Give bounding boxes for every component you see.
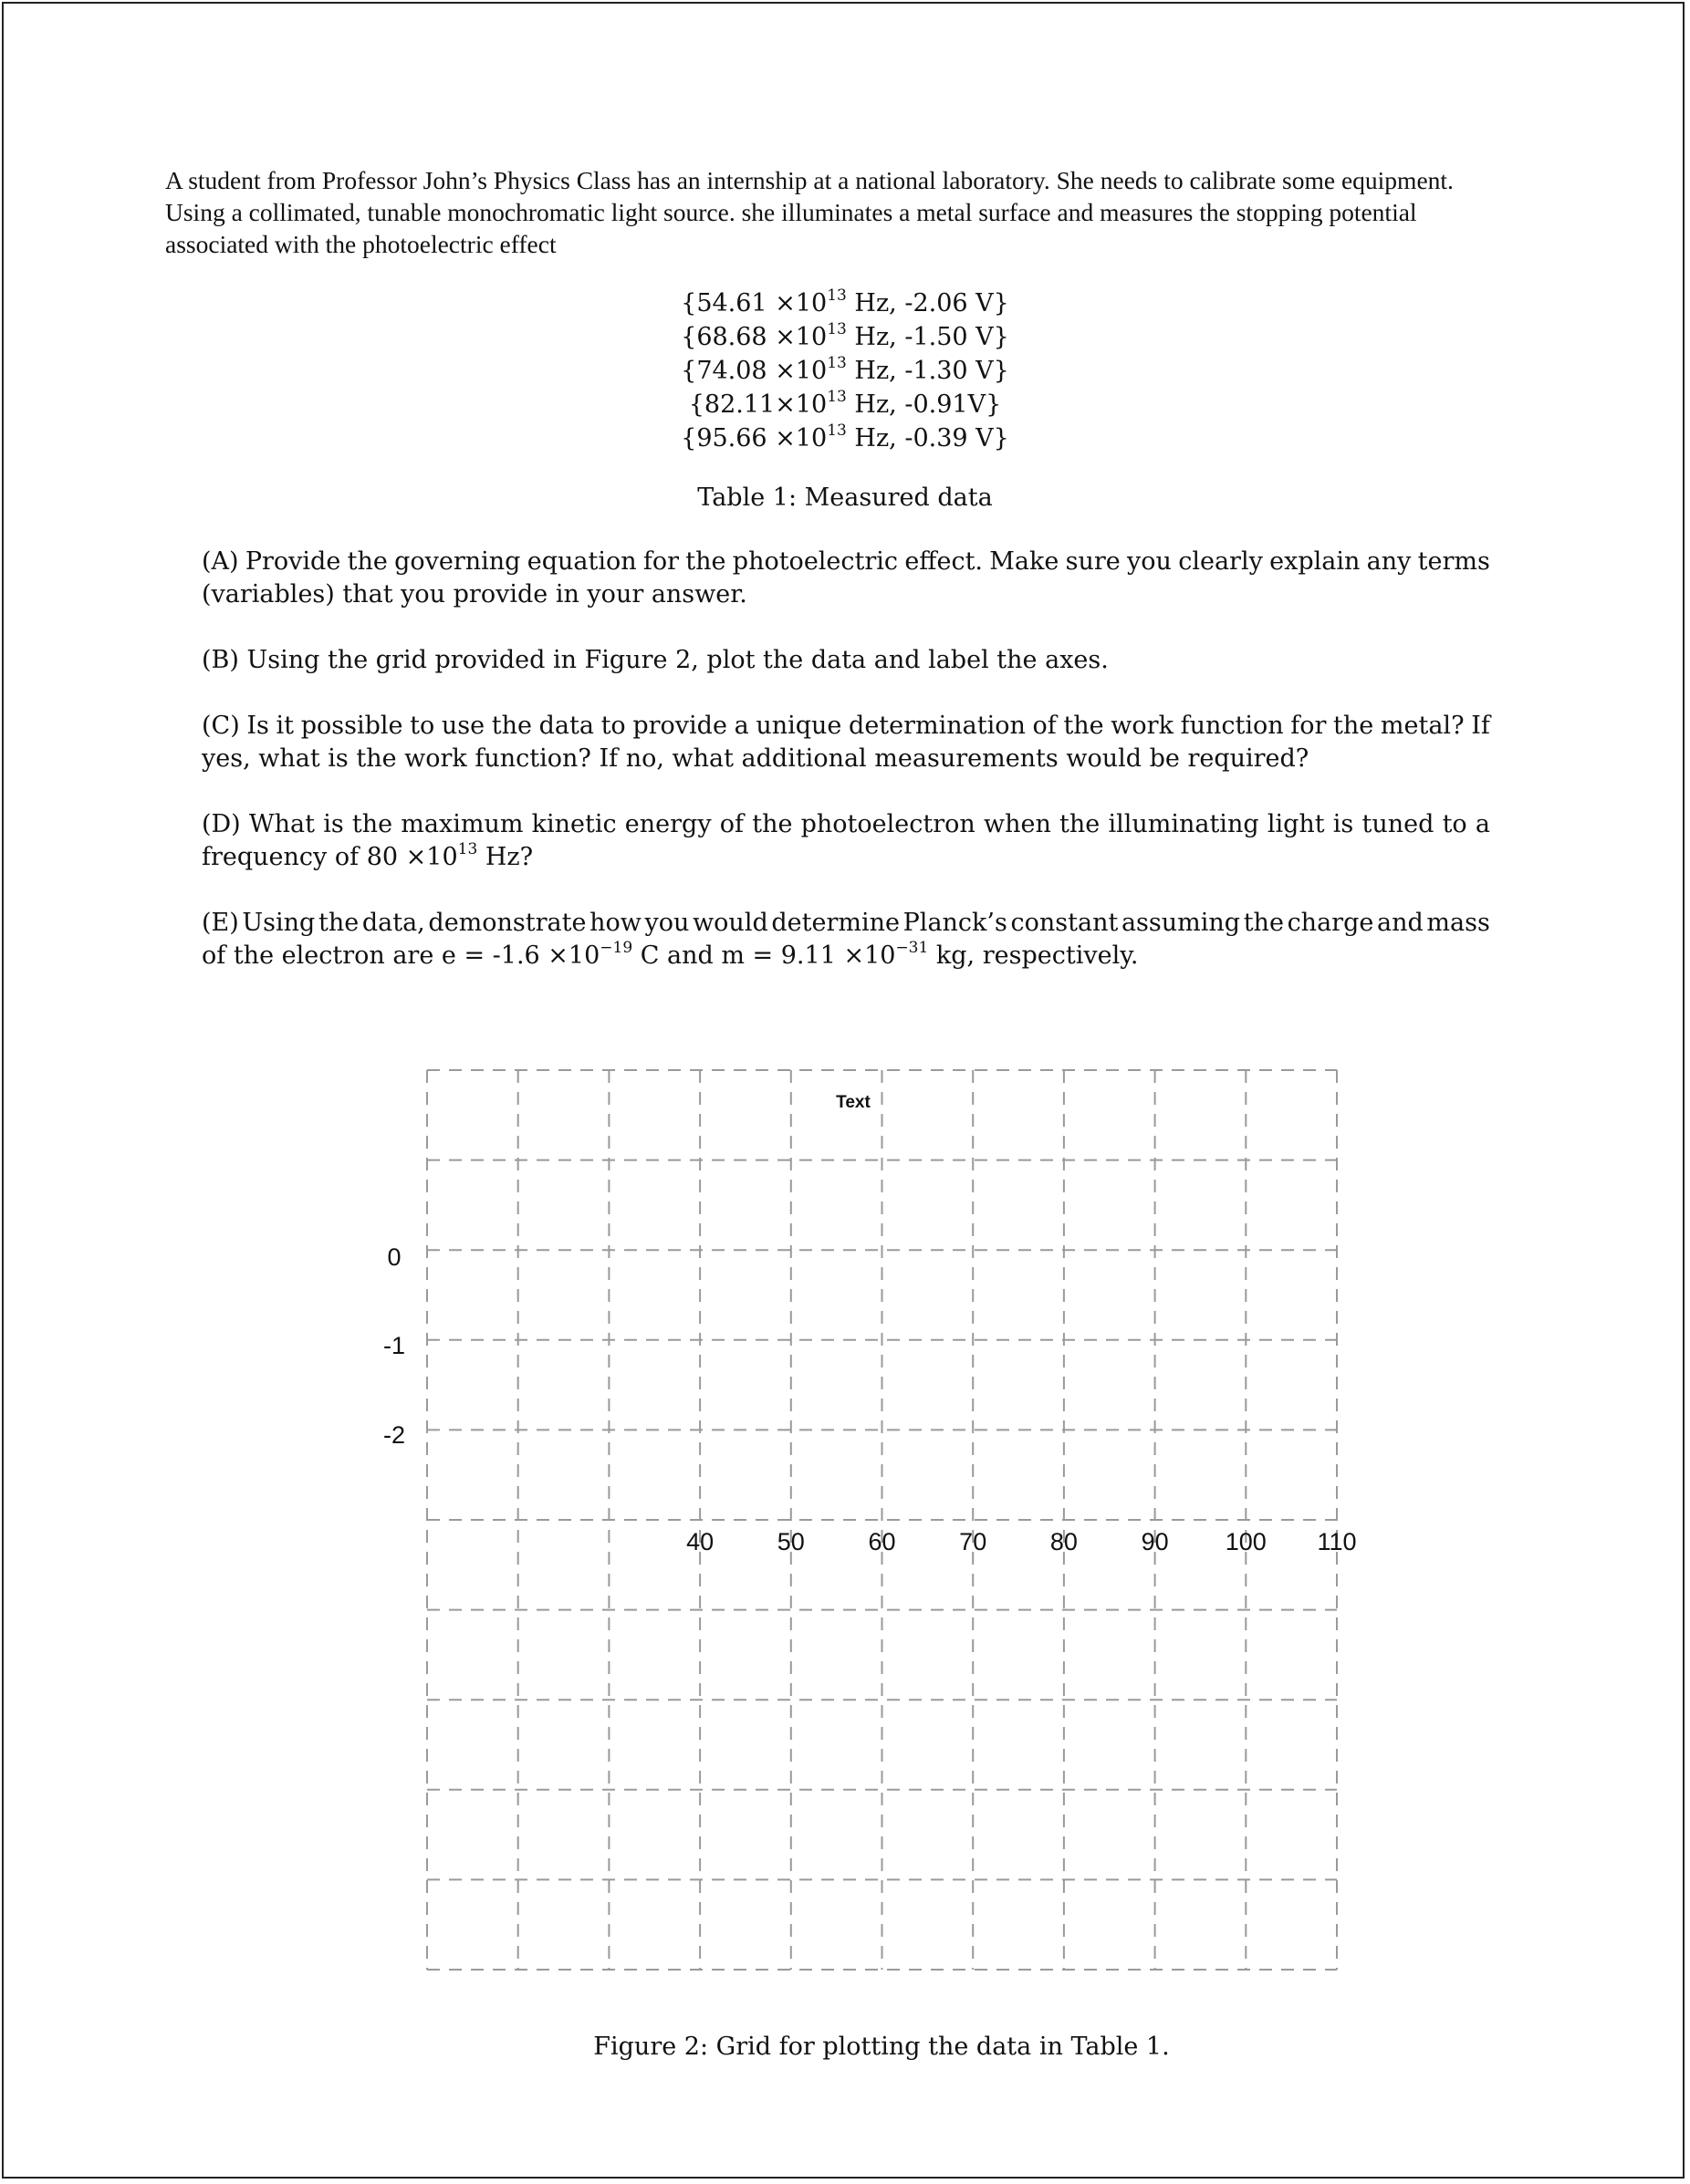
word: possible: [300, 712, 403, 740]
word: metal?: [1380, 712, 1465, 740]
word: the: [318, 909, 360, 937]
word: governing: [394, 547, 521, 576]
word: Provide: [245, 547, 341, 576]
word: is: [1332, 810, 1354, 838]
question-a-line2: (variables) that you provide in your answer.: [202, 580, 747, 608]
word: function: [1180, 712, 1284, 740]
question-b-line1: (B) Using the grid provided in Figure 2, plot the data and label the axes.: [202, 646, 1109, 674]
y-tick-label: 0: [387, 1243, 402, 1271]
word: (A): [202, 547, 239, 576]
word: What: [248, 810, 315, 838]
word: and: [1376, 909, 1424, 937]
word: how: [589, 909, 642, 937]
word: of: [1032, 712, 1057, 740]
word: kinetic: [531, 810, 617, 838]
table-row: {$82.11\times 10^{13}$ Hz, -0.91V}: [688, 388, 1002, 419]
figure-caption: Figure 2: Grid for plotting the data in Table 1.: [593, 2033, 1170, 2061]
word: light: [1267, 810, 1325, 838]
y-tick-label: -1: [382, 1332, 406, 1359]
word: determination: [849, 712, 1026, 740]
x-tick-label: 90: [1141, 1528, 1169, 1555]
word: maximum: [401, 810, 524, 838]
word: data: [538, 712, 594, 740]
table-row: {$95.66 \times 10^{13}$ Hz, -0.39 V}: [681, 421, 1009, 452]
word: to: [410, 712, 435, 740]
word: effect.: [904, 547, 984, 576]
word: (E): [202, 909, 239, 937]
word: Using: [242, 909, 316, 937]
word: Is: [246, 712, 269, 740]
word: sure: [1065, 547, 1121, 576]
word: you: [1127, 547, 1172, 576]
word: terms: [1417, 547, 1490, 576]
word: constant: [1010, 909, 1119, 937]
intro-line: A student from Professor John’s Physics Class has an internship at a national laboratory. She needs to calibrate some equipment.: [165, 166, 1454, 194]
x-tick-label: 40: [686, 1528, 715, 1555]
word: would: [693, 909, 768, 937]
question-c-line2: yes, what is the work function? If no, what additional measurements would be required?: [202, 744, 1309, 773]
intro-line: associated with the photoelectric effect: [165, 230, 557, 258]
word: of: [719, 810, 745, 838]
word: when: [983, 810, 1051, 838]
word: clearly: [1178, 547, 1263, 576]
word: work: [1111, 712, 1174, 740]
word: is: [323, 810, 344, 838]
word: the: [491, 712, 532, 740]
x-tick-label: 100: [1225, 1528, 1267, 1555]
word: to: [600, 712, 626, 740]
grid-labels: [383, 1093, 1357, 1555]
word: the: [1333, 712, 1374, 740]
word: the: [347, 547, 388, 576]
word: provide: [632, 712, 727, 740]
word: (D): [202, 810, 241, 838]
word: (C): [202, 712, 240, 740]
y-tick-label: -2: [382, 1421, 406, 1449]
word: demonstrate: [428, 909, 587, 937]
table-row: {$68.68 \times 10^{13}$ Hz, -1.50 V}: [681, 320, 1009, 351]
grid-lines: [427, 1070, 1337, 1970]
word: mass: [1426, 909, 1490, 937]
x-tick-label: 110: [1317, 1528, 1357, 1555]
text-label: Text: [836, 1093, 871, 1112]
table-row: {$54.61 \times 10^{13}$ Hz, -2.06 V}: [681, 286, 1009, 317]
intro-line: Using a collimated, tunable monochromatic light source. she illuminates a metal surface and measures the stopping potential: [165, 198, 1417, 226]
word: the: [1059, 810, 1101, 838]
word: for: [1290, 712, 1327, 740]
word: unique: [756, 712, 842, 740]
word: charge: [1287, 909, 1374, 937]
word: a: [734, 712, 749, 740]
word: Make: [989, 547, 1059, 576]
word: any: [1366, 547, 1412, 576]
word: it: [276, 712, 295, 740]
word: data,: [361, 909, 425, 937]
table-row: {$74.08 \times 10^{13}$ Hz, -1.30 V}: [681, 354, 1009, 385]
word: the: [1243, 909, 1284, 937]
word: photoelectric: [732, 547, 899, 576]
x-tick-label: 50: [777, 1528, 805, 1555]
table-caption: Table 1: Measured data: [697, 484, 993, 512]
word: photoelectron: [800, 810, 975, 838]
word: the: [1063, 712, 1104, 740]
word: the: [685, 547, 726, 576]
word: use: [441, 712, 485, 740]
question-d-line2: frequency of $80 \times 10^{13}$ Hz?: [202, 840, 534, 871]
word: tuned: [1361, 810, 1434, 838]
word: the: [752, 810, 793, 838]
x-tick-label: 80: [1049, 1528, 1078, 1555]
word: illuminating: [1108, 810, 1259, 838]
question-e-line2: of the electron are $e = -1.6 \times 10^{-19}$ C and $m = 9.11 \times 10^{-31}$ kg, respectively.: [202, 939, 1139, 970]
x-tick-label: 70: [959, 1528, 987, 1555]
word: to: [1442, 810, 1467, 838]
word: equation: [527, 547, 637, 576]
word: for: [642, 547, 680, 576]
word: Planck’s: [902, 909, 1007, 937]
word: energy: [624, 810, 712, 838]
word: you: [644, 909, 690, 937]
word: a: [1475, 810, 1490, 838]
word: explain: [1269, 547, 1361, 576]
word: determine: [771, 909, 900, 937]
x-tick-label: 60: [868, 1528, 896, 1555]
word: If: [1471, 712, 1490, 740]
word: the: [351, 810, 393, 838]
word: assuming: [1121, 909, 1241, 937]
